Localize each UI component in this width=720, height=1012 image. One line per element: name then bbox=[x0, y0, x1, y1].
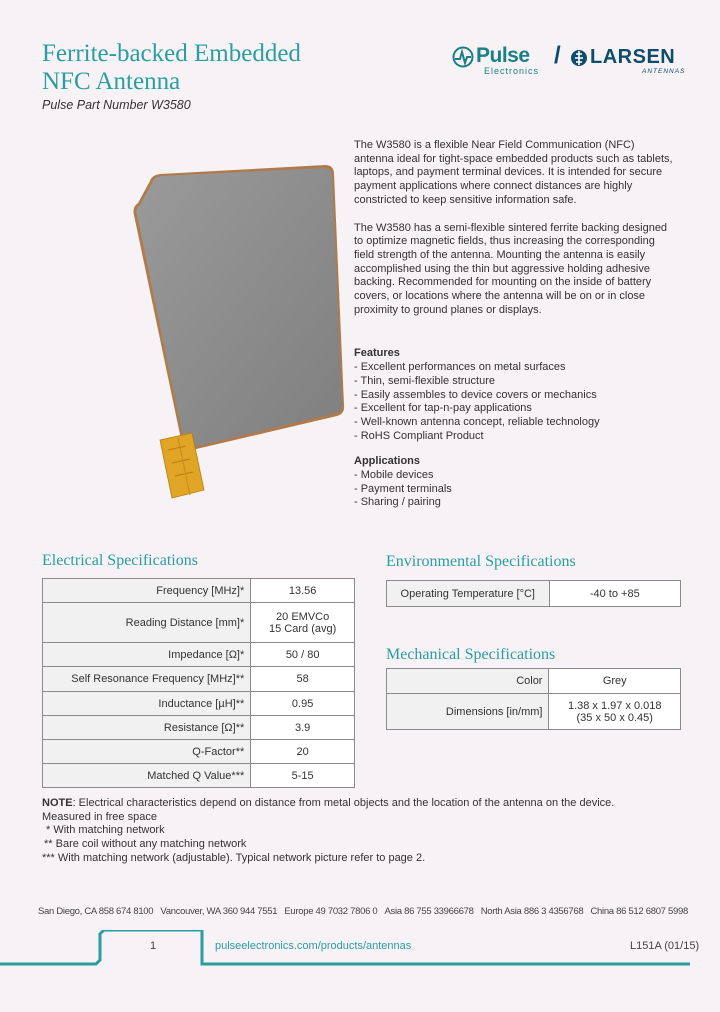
note-line-1 bbox=[42, 797, 682, 811]
spec-value bbox=[251, 603, 355, 643]
page-title bbox=[42, 40, 372, 96]
logo-pulse-text: Pulse bbox=[476, 44, 530, 67]
logo-larsen-text: LARSEN bbox=[590, 46, 676, 68]
table-row bbox=[43, 603, 355, 643]
spec-value: -40 to +85 bbox=[549, 581, 680, 607]
antenna-product-image bbox=[120, 165, 350, 500]
electrical-specs-title: Electrical Specifications bbox=[42, 552, 198, 569]
spec-value: 5-15 bbox=[251, 764, 355, 788]
contact-san-diego: San Diego, CA 858 674 8100 bbox=[38, 906, 154, 917]
spec-label: Impedance [Ω]* bbox=[43, 643, 251, 667]
feature-item: - Easily assembles to device covers or mechanics bbox=[354, 388, 597, 401]
spec-value-line-2: (35 x 50 x 0.45) bbox=[576, 711, 653, 724]
applications-heading: Applications bbox=[354, 455, 421, 468]
table-row bbox=[43, 579, 355, 603]
logo-antennas-text: ANTENNAS bbox=[642, 68, 686, 75]
feature-item: - Excellent performances on metal surfaces bbox=[354, 361, 566, 374]
spec-value: 0.95 bbox=[251, 692, 355, 716]
environmental-specs-title: Environmental Specifications bbox=[386, 553, 576, 570]
applications-list bbox=[354, 469, 674, 510]
applications-section bbox=[354, 455, 674, 510]
note-line-4: ** Bare coil without any matching network bbox=[44, 838, 247, 851]
contact-north-asia: North Asia 886 3 4356768 bbox=[480, 906, 584, 917]
page-number: 1 bbox=[150, 940, 157, 952]
note-line-5: *** With matching network (adjustable). Typical network picture refer to page 2. bbox=[42, 851, 426, 864]
title-line-2: NFC Antenna bbox=[42, 68, 181, 95]
spec-label: Frequency [MHz]* bbox=[43, 579, 251, 603]
title-line-1: Ferrite-backed Embedded bbox=[42, 40, 301, 67]
application-item: - Mobile devices bbox=[354, 469, 434, 482]
spec-label: Self Resonance Frequency [MHz]** bbox=[43, 667, 251, 692]
spec-label: Reading Distance [mm]* bbox=[43, 603, 251, 643]
table-row bbox=[387, 581, 681, 607]
feature-item: - RoHS Compliant Product bbox=[354, 429, 484, 442]
spec-value-line-2: 15 Card (avg) bbox=[269, 622, 337, 635]
spec-value: Grey bbox=[549, 669, 681, 694]
feature-item: - Thin, semi-flexible structure bbox=[354, 374, 496, 387]
spec-value: 50 / 80 bbox=[251, 643, 355, 667]
features-section bbox=[354, 347, 674, 443]
contact-china: China 86 512 6807 5998 bbox=[590, 906, 688, 917]
features-heading: Features bbox=[354, 347, 400, 360]
table-row bbox=[43, 692, 355, 716]
part-number: Pulse Part Number W3580 bbox=[42, 98, 191, 112]
application-item: - Payment terminals bbox=[354, 482, 452, 495]
mechanical-specs-title: Mechanical Specifications bbox=[386, 646, 556, 663]
table-row bbox=[387, 694, 681, 730]
spec-label: Color bbox=[387, 669, 549, 694]
application-item: - Sharing / pairing bbox=[354, 496, 441, 509]
footer-url-link[interactable]: pulseelectronics.com/products/antennas bbox=[215, 940, 412, 952]
spec-label: Dimensions [in/mm] bbox=[387, 694, 549, 730]
table-row bbox=[43, 764, 355, 788]
electrical-specs-table bbox=[42, 578, 355, 788]
note-label: NOTE bbox=[42, 797, 73, 809]
features-list bbox=[354, 361, 674, 443]
spec-value-line-1: 20 EMVCo bbox=[276, 610, 330, 623]
spec-value: 58 bbox=[251, 667, 355, 692]
description-block bbox=[354, 139, 674, 522]
description-paragraph-2: The W3580 has a semi-flexible sintered ferrite backing designed to optimize magnetic fields, thus increasing the corresponding field strength of the antenna. Mounting the antenna is easily accomplished using the thin but aggressive holding adhesive backing. Recommended for mounting on the inside of battery covers, or locations where the antenna will be on or in close proximity to ground planes or displays. bbox=[354, 221, 668, 316]
feature-item: - Excellent for tap-n-pay applications bbox=[354, 402, 532, 415]
contact-europe: Europe 49 7032 7806 0 bbox=[284, 906, 378, 917]
environmental-specs-table bbox=[386, 580, 681, 607]
table-row bbox=[43, 643, 355, 667]
spec-label: Inductance [µH]** bbox=[43, 692, 251, 716]
spec-label: Operating Temperature [°C] bbox=[387, 581, 550, 607]
table-row bbox=[43, 667, 355, 692]
pulse-logo-icon bbox=[452, 46, 474, 68]
spec-value: 3.9 bbox=[251, 716, 355, 740]
table-row bbox=[43, 740, 355, 764]
spec-value-line-1: 1.38 x 1.97 x 0.018 bbox=[567, 699, 662, 712]
document-code: L151A (01/15) bbox=[630, 940, 700, 952]
larsen-logo-icon bbox=[570, 48, 588, 68]
contact-vancouver: Vancouver, WA 360 944 7551 bbox=[160, 906, 278, 917]
mechanical-specs-table bbox=[386, 668, 681, 730]
feature-item: - Well-known antenna concept, reliable technology bbox=[354, 415, 600, 428]
spec-value: 13.56 bbox=[251, 579, 355, 603]
logo-electronics-text: Electronics bbox=[484, 66, 540, 76]
company-logo bbox=[452, 44, 692, 78]
description-paragraph-1: The W3580 is a flexible Near Field Communication (NFC) antenna ideal for tight-space embedded products such as tablets, laptops, and payment terminal devices. It is intended for secure payment applications where connect distances are highly constricted to keep sensitive information safe. bbox=[354, 139, 673, 206]
spec-label: Matched Q Value*** bbox=[43, 764, 251, 788]
logo-slash: / bbox=[554, 42, 561, 69]
spec-value: 20 bbox=[251, 740, 355, 764]
table-row bbox=[387, 669, 681, 694]
contact-asia: Asia 86 755 33966678 bbox=[384, 906, 474, 917]
spec-label: Q-Factor** bbox=[43, 740, 251, 764]
footer-contacts bbox=[38, 906, 688, 917]
note-line-2: Measured in free space bbox=[42, 810, 157, 823]
spec-label: Resistance [Ω]** bbox=[43, 716, 251, 740]
notes-block bbox=[42, 797, 682, 866]
spec-value bbox=[549, 694, 681, 730]
note-text: : Electrical characteristics depend on distance from metal objects and the location of the antenna on the device. bbox=[72, 797, 615, 809]
table-row bbox=[43, 716, 355, 740]
note-line-3: * With matching network bbox=[46, 824, 165, 837]
